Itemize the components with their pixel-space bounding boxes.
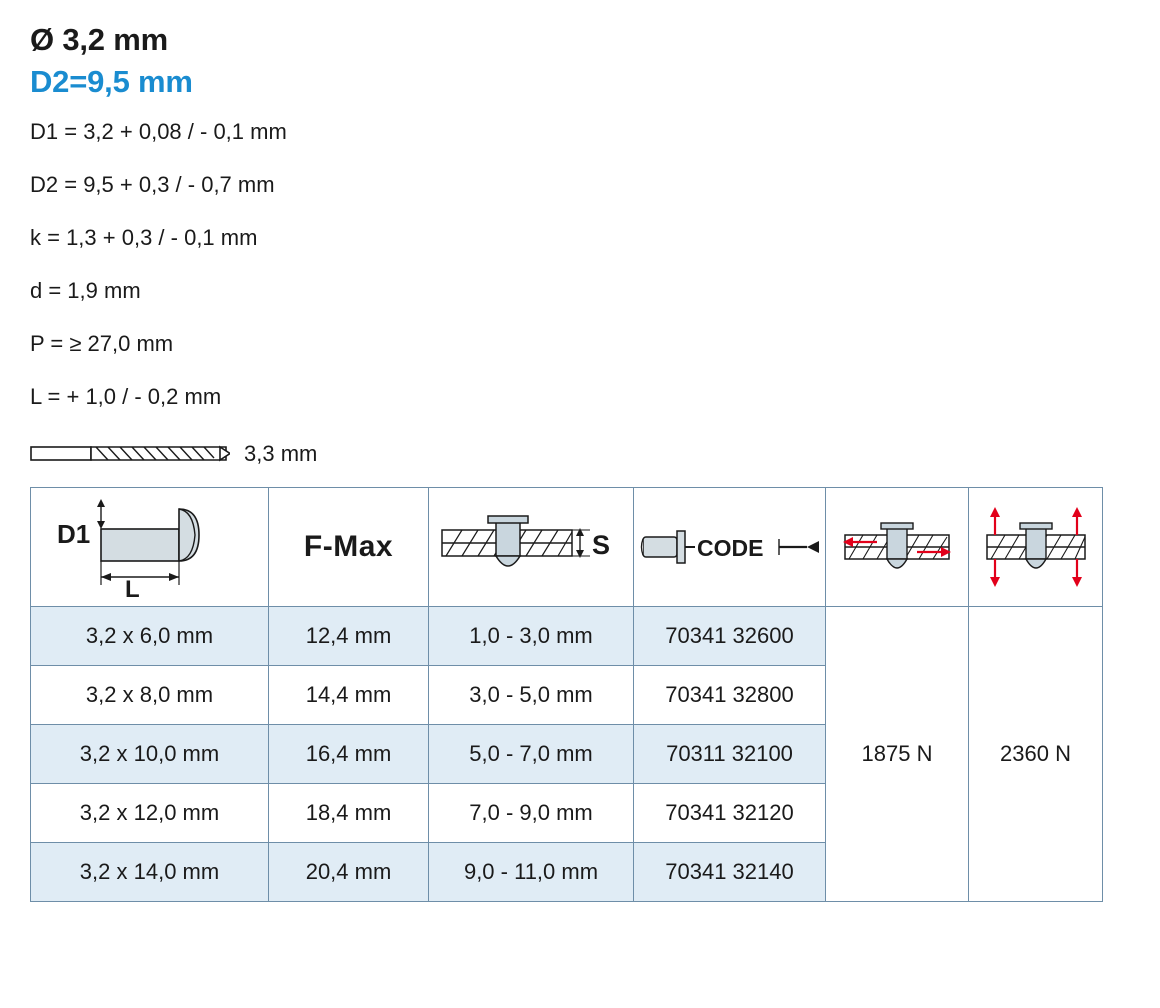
- header-shear-diagram: [826, 488, 969, 607]
- cell-grip: 5,0 - 7,0 mm: [429, 725, 634, 784]
- header-label-l: L: [124, 576, 140, 602]
- spec-item-d2: D2 = 9,5 + 0,3 / - 0,7 mm: [30, 172, 275, 198]
- spec-item-l: L = + 1,0 / - 0,2 mm: [30, 384, 222, 410]
- page-subtitle: D2=9,5 mm: [30, 63, 193, 99]
- drill-size-row: [30, 439, 1130, 469]
- cell-fmax: 18,4 mm: [269, 784, 429, 843]
- header-fmax: [269, 488, 429, 607]
- cell-shear-value: 1875 N: [826, 607, 969, 902]
- cell-code: 70311 32100: [634, 725, 826, 784]
- page-title: Ø 3,2 mm: [30, 22, 168, 57]
- spec-item-d: d = 1,9 mm: [30, 278, 141, 304]
- header-grip-diagram: [429, 488, 634, 607]
- spec-item-k: k = 1,3 + 0,3 / - 0,1 mm: [30, 225, 258, 251]
- spec-item-d1: D1 = 3,2 + 0,08 / - 0,1 mm: [30, 119, 287, 145]
- table-header-row: [31, 488, 1103, 607]
- cell-grip: 7,0 - 9,0 mm: [429, 784, 634, 843]
- cell-fmax: 14,4 mm: [269, 666, 429, 725]
- cell-code: 70341 32800: [634, 666, 826, 725]
- cell-fmax: 20,4 mm: [269, 843, 429, 902]
- header-label-code: CODE: [696, 535, 763, 562]
- cell-dimensions: 3,2 x 6,0 mm: [31, 607, 269, 666]
- cell-dimensions: 3,2 x 12,0 mm: [31, 784, 269, 843]
- header-dimensions-diagram: [31, 488, 269, 607]
- drill-size-label: 3,3 mm: [244, 441, 318, 467]
- spec-item-p: P = ≥ 27,0 mm: [30, 331, 174, 357]
- cell-grip: 3,0 - 5,0 mm: [429, 666, 634, 725]
- cell-tensile-value: 2360 N: [969, 607, 1103, 902]
- cell-grip: 1,0 - 3,0 mm: [429, 607, 634, 666]
- drill-bit-icon: [30, 442, 230, 466]
- cell-code: 70341 32120: [634, 784, 826, 843]
- rivet-spec-table: [30, 487, 1103, 902]
- header-code-diagram: [634, 488, 826, 607]
- cell-code: 70341 32140: [634, 843, 826, 902]
- header-label-s: S: [592, 530, 611, 561]
- cell-grip: 9,0 - 11,0 mm: [429, 843, 634, 902]
- header-label-d1: D1: [56, 519, 90, 550]
- specification-list: [30, 121, 1130, 408]
- table-row: [31, 607, 1103, 666]
- cell-dimensions: 3,2 x 10,0 mm: [31, 725, 269, 784]
- header-fmax-label: F-Max: [303, 530, 394, 564]
- table-body: [31, 607, 1103, 902]
- cell-dimensions: 3,2 x 14,0 mm: [31, 843, 269, 902]
- header-tensile-diagram: [969, 488, 1103, 607]
- cell-fmax: 16,4 mm: [269, 725, 429, 784]
- cell-code: 70341 32600: [634, 607, 826, 666]
- cell-fmax: 12,4 mm: [269, 607, 429, 666]
- cell-dimensions: 3,2 x 8,0 mm: [31, 666, 269, 725]
